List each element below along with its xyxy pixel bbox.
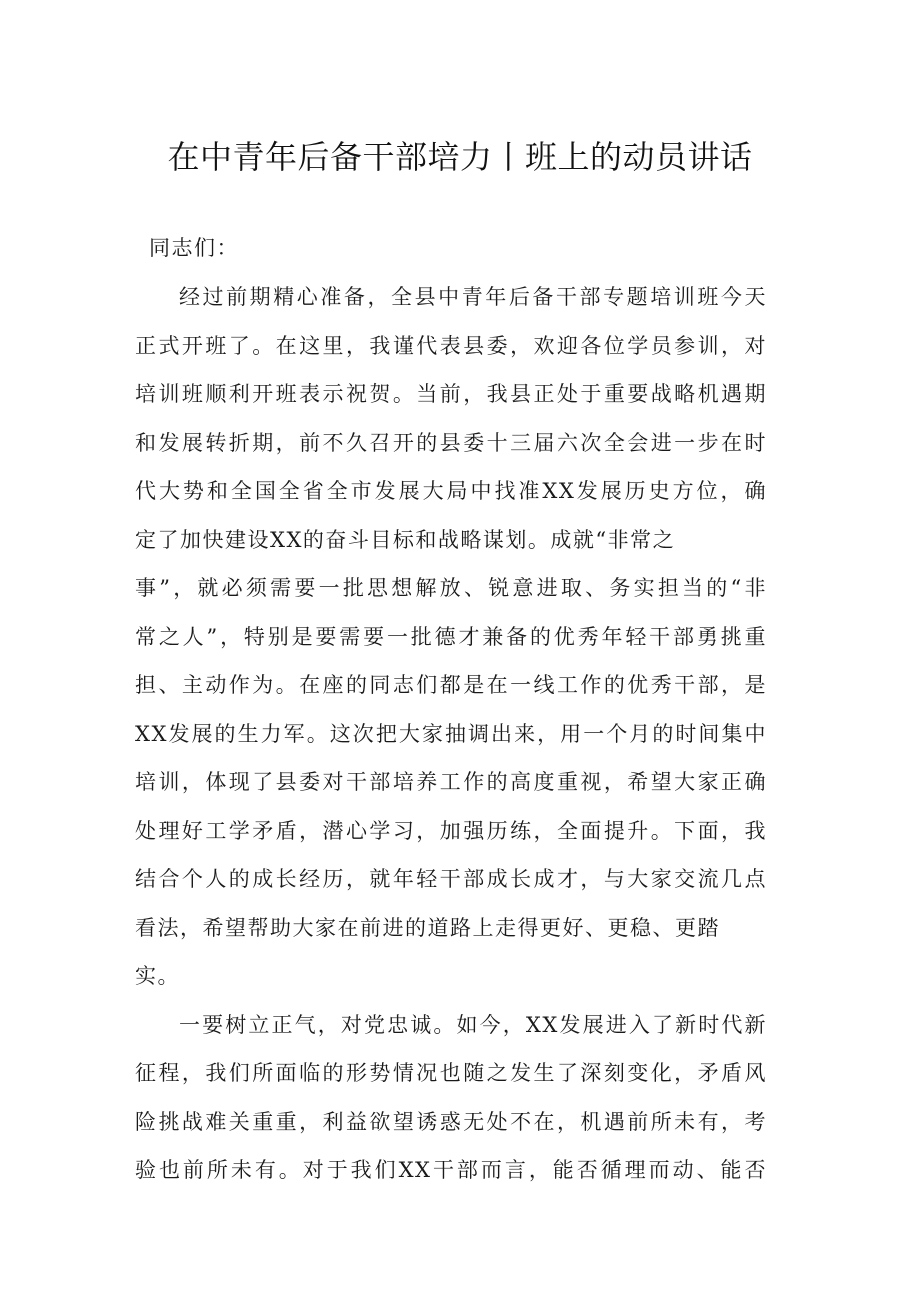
- salutation: 同志们：: [149, 236, 239, 260]
- paragraph-2-line: 验也前所未有。对于我们XX干部而言，能否循理而动、能否: [135, 1158, 767, 1182]
- paragraph-1-line: 培训班顺利开班表示祝贺。当前，我县正处于重要战略机遇期: [135, 382, 767, 406]
- paragraph-1-line: 担、主动作为。在座的同志们都是在一线工作的优秀干部，是: [135, 673, 767, 697]
- paragraph-1-line: 事”，就必须需要一批思想解放、锐意进取、务实担当的“非: [135, 576, 767, 600]
- document-title: 在中青年后备干部培力丨班上的动员讲话: [167, 138, 753, 177]
- paragraph-1-line: 经过前期精心准备，全县中青年后备干部专题培训班今天: [179, 285, 767, 309]
- paragraph-1-line: 定了加快建设XX的奋斗目标和战略谋划。成就“非常之: [135, 528, 676, 552]
- paragraph-2-line: 征程，我们所面临的形势情况也随之发生了深刻变化，矛盾风: [135, 1061, 767, 1085]
- paragraph-1-line: XX发展的生力军。这次把大家抽调出来，用一个月的时间集中: [135, 722, 767, 746]
- paragraph-1-line: 看法，希望帮助大家在前进的道路上走得更好、更稳、更踏: [135, 916, 720, 940]
- paragraph-1-line: 结合个人的成长经历，就年轻干部成长成才，与大家交流几点: [135, 867, 767, 891]
- paragraph-2-line: 一要树立正气，对党忠诚。如今，XX发展进入了新时代新: [179, 1013, 767, 1037]
- paragraph-1-line: 常之人”，特别是要需要一批德才兼备的优秀年轻干部勇挑重: [135, 625, 767, 649]
- paragraph-1-line: 正式开班了。在这里，我谨代表县委，欢迎各位学员参训，对: [135, 334, 767, 358]
- paragraph-1-line: 培训，体现了县委对干部培养工作的高度重视，希望大家正确: [135, 770, 767, 794]
- paragraph-1-line: 代大势和全国全省全市发展大局中找准XX发展历史方位，确: [135, 479, 767, 503]
- paragraph-1-line: 处理好工学矛盾，潜心学习，加强历练，全面提升。下面，我: [135, 819, 767, 843]
- paragraph-1-line: 和发展转折期，前不久召开的县委十三届六次全会进一步在时: [135, 431, 767, 455]
- paragraph-2-line: 险挑战难关重重，利益欲望诱惑无处不在，机遇前所未有，考: [135, 1110, 767, 1134]
- paragraph-1-line: 实。: [135, 964, 180, 988]
